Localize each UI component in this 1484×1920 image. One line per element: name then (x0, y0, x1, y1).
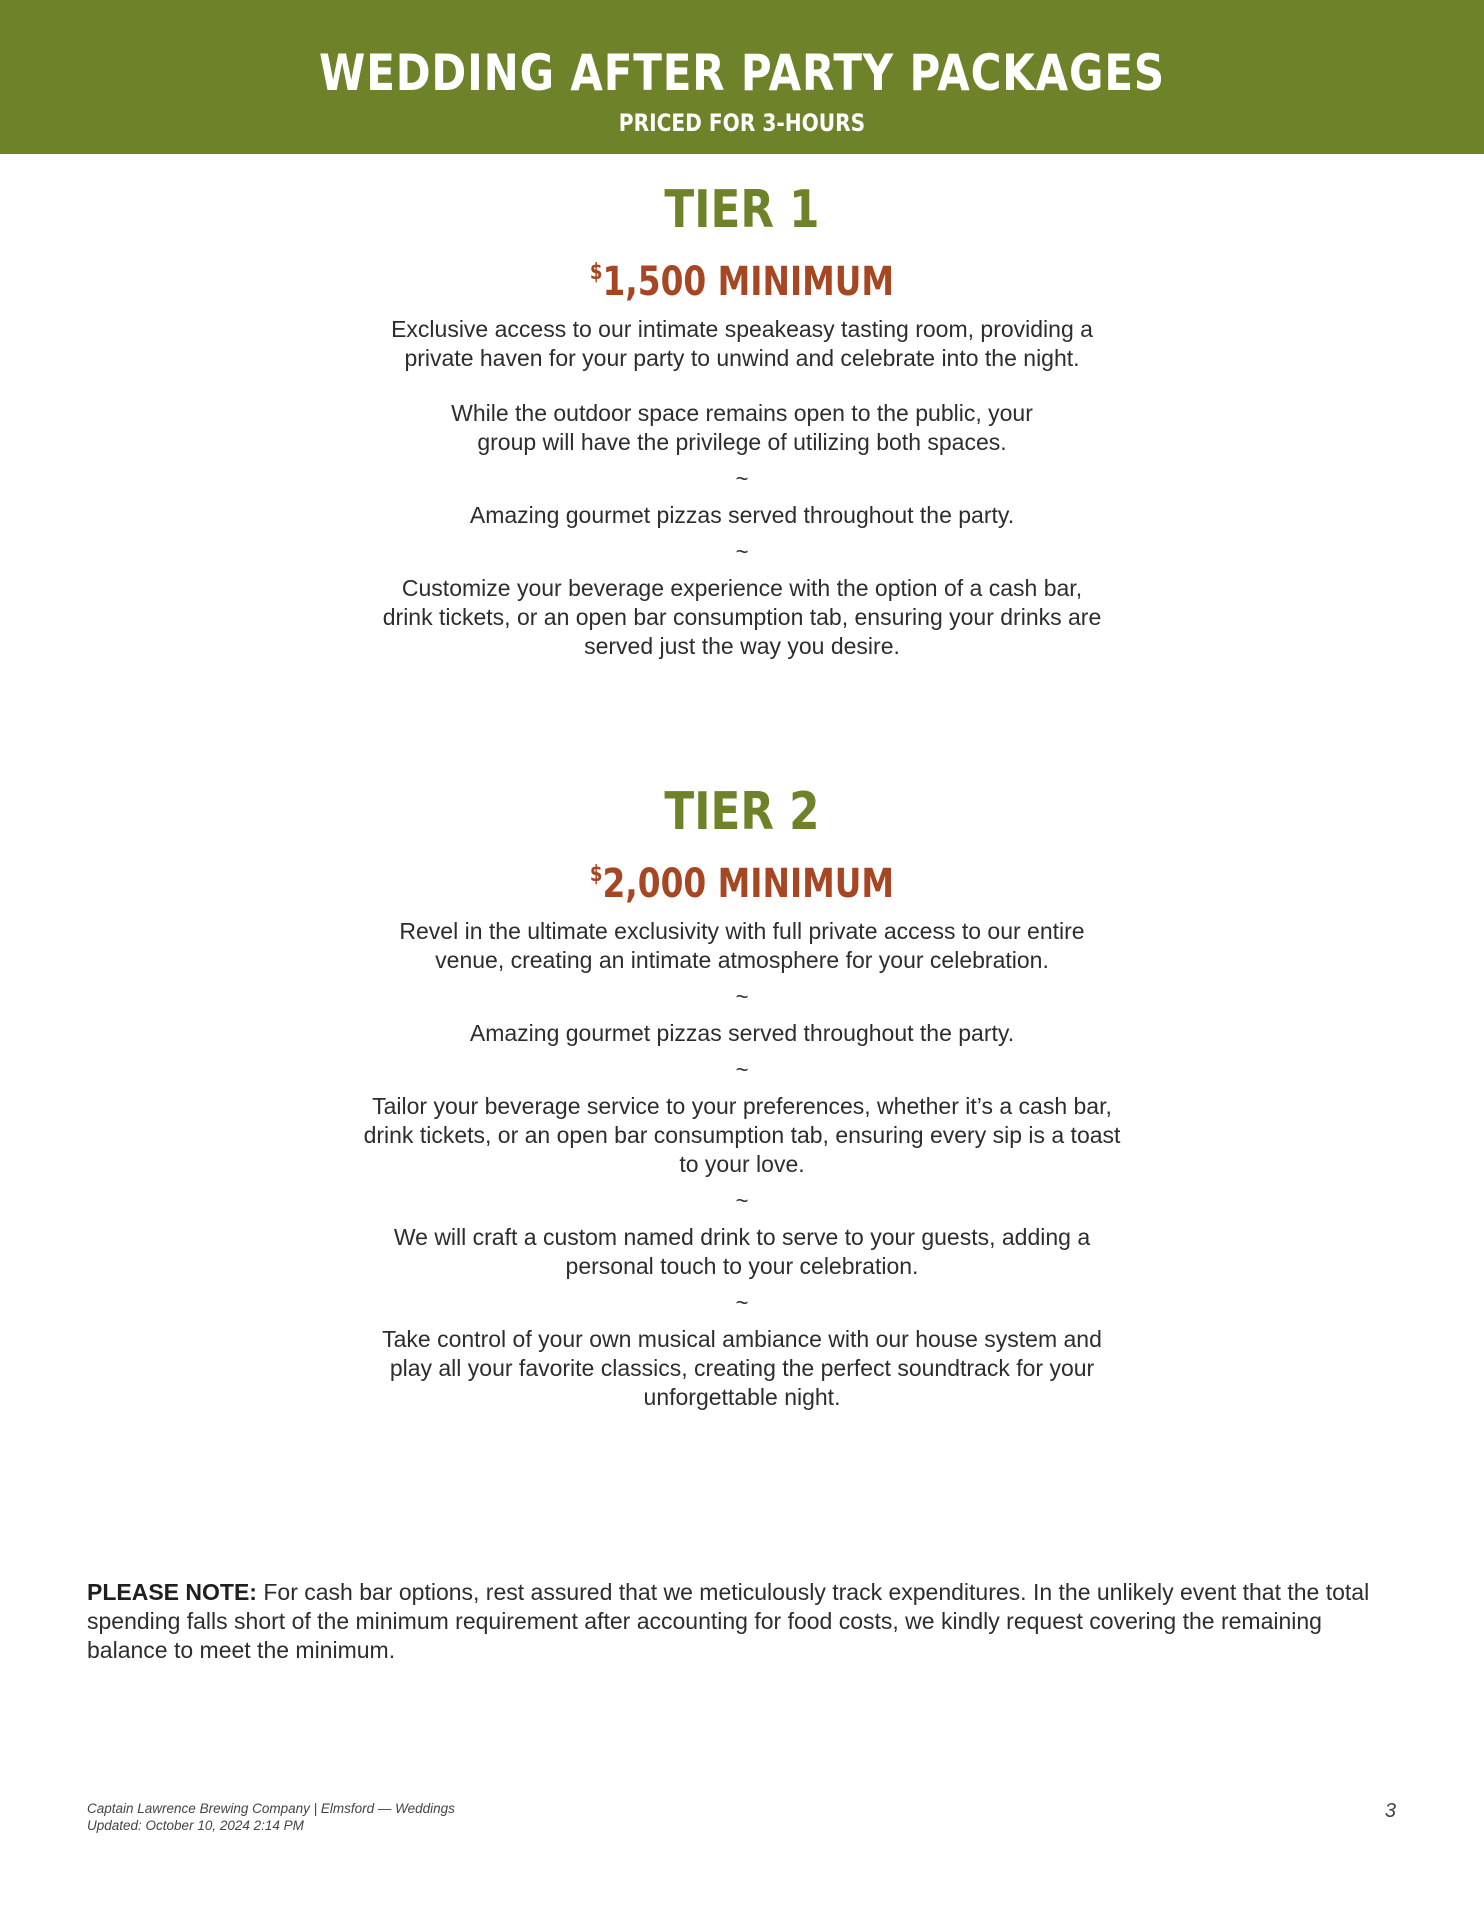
tier-title: TIER 2 (664, 782, 820, 842)
page-number: 3 (1384, 1800, 1396, 1822)
paragraph-gap (352, 373, 1132, 399)
note-text: For cash bar options, rest assured that we meticulously track expenditures. In the unlikely event that the total spending falls short of the minimum requirement after accounting for food costs, we kindly request covering the remaining balance to meet the minimum. (87, 1579, 1370, 1663)
page-title: WEDDING AFTER PARTY PACKAGES (319, 44, 1165, 102)
footer-company-line: Captain Lawrence Brewing Company | Elmsford — Weddings (87, 1801, 455, 1816)
footer-updated-line: Updated: October 10, 2024 2:14 PM (87, 1818, 304, 1833)
tilde-separator: ~ (735, 984, 749, 1009)
price-amount: 2,000 MINIMUM (602, 861, 895, 907)
tier-description (352, 315, 1132, 661)
tilde-separator: ~ (735, 539, 749, 564)
tier-paragraph: Revel in the ultimate exclusivity with full private access to our entire venue, creating an intimate atmosphere for your celebration. (399, 918, 1085, 973)
page-subtitle: PRICED FOR 3-HOURS (618, 109, 866, 137)
tier-paragraph: Exclusive access to our intimate speakeasy tasting room, providing a private haven for your party to unwind and celebrate into the night. (391, 316, 1093, 371)
tier-paragraph: While the outdoor space remains open to the public, your group will have the privilege of utilizing both spaces. (451, 400, 1033, 455)
tier-title: TIER 1 (664, 180, 820, 240)
tier-price (134, 850, 1351, 909)
tilde-separator: ~ (735, 1057, 749, 1082)
tier-paragraph: Customize your beverage experience with the option of a cash bar, drink tickets, or an open bar consumption tab, ensuring your drinks are served just the way you desire. (382, 575, 1102, 659)
tier-price (134, 248, 1351, 307)
tier-paragraph: Amazing gourmet pizzas served throughout the party. (469, 502, 1015, 528)
price-amount: 1,500 MINIMUM (602, 259, 895, 305)
currency-symbol: $ (589, 862, 603, 887)
tilde-separator: ~ (735, 1188, 749, 1213)
tier-paragraph: Tailor your beverage service to your preferences, whether it’s a cash bar, drink tickets, or an open bar consumption tab, ensuring every sip is a toast to your love. (363, 1093, 1121, 1177)
tier-description (352, 917, 1132, 1412)
tier-paragraph: We will craft a custom named drink to serve to your guests, adding a personal touch to your celebration. (393, 1224, 1091, 1279)
tier-paragraph: Take control of your own musical ambiance with our house system and play all your favorite classics, creating the perfect soundtrack for your unforgettable night. (382, 1326, 1102, 1410)
header-band (0, 0, 1484, 154)
tilde-separator: ~ (735, 466, 749, 491)
please-note (87, 1578, 1407, 1665)
currency-symbol: $ (589, 260, 603, 285)
tier-2-section (0, 780, 1484, 1412)
footer-info (87, 1800, 455, 1834)
tier-paragraph: Amazing gourmet pizzas served throughout the party. (469, 1020, 1015, 1046)
tier-1-section (0, 178, 1484, 661)
tilde-separator: ~ (735, 1290, 749, 1315)
note-label: PLEASE NOTE: (87, 1579, 257, 1605)
